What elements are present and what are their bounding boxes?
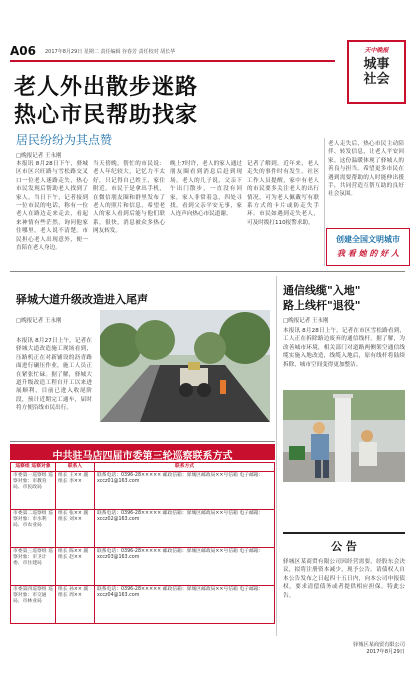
article3-headline-1: 通信线缆"入地" [283, 284, 361, 297]
sidebar-divider [324, 138, 325, 266]
article1-headline-1: 老人外出散步迷路 [14, 75, 199, 100]
announcement-box [283, 532, 405, 666]
table-row [11, 586, 275, 624]
table-cell-person: 组长 张×× 副组长 刘×× [56, 510, 95, 548]
table-cell-person: 组长 王×× 副组长 李×× [56, 472, 95, 510]
brand-name: 天中晚报 [364, 47, 389, 54]
table-cell-contact: 联系电话：0396-28××××× 邮政信箱：驿城区邮政局××号信箱 电子邮箱：xccz02@163.com [95, 510, 275, 548]
article1-subhead: 居民纷纷为其点赞 [16, 133, 113, 147]
date-line: 2017年8月29日 星期二 责任编辑 谷春芳 责任校对 胡长华 [45, 49, 176, 55]
slogan-line-2: 我 看 她 的 好 人 [337, 249, 399, 258]
utility-pole-photo [283, 390, 405, 482]
table-cell-team: 市委第二巡察组 巡察对象：市水利局、市农业局 [11, 510, 56, 548]
table-row [11, 510, 275, 548]
article1-headline-2: 热心市民帮助找家 [14, 103, 199, 128]
civilization-slogan [326, 228, 410, 266]
article2-headline: 驿城大道升级改造进入尾声 [16, 293, 148, 306]
table-cell-team: 市委第三巡察组 巡察对象：市卫计委、市住建局 [11, 548, 56, 586]
article-divider-1 [10, 271, 405, 272]
article-divider-2 [10, 441, 275, 442]
table-cell-contact: 联系电话：0396-28××××× 邮政信箱：驿城区邮政局××号信箱 电子邮箱：xccz03@163.com [95, 548, 275, 586]
table-cell-contact: 联系电话：0396-28××××× 邮政信箱：驿城区邮政局××号信箱 电子邮箱：xccz04@163.com [95, 586, 275, 624]
table-cell-team: 市委第四巡察组 巡察对象：市交通局、市林业局 [11, 586, 56, 624]
inspection-contact-banner [10, 444, 275, 460]
inspection-contact-title: 中共驻马店四届市委第三轮巡察联系方式 [52, 451, 233, 462]
article3-byline: □晚报记者 王永刚 [283, 318, 329, 324]
table-cell-person: 组长 陈×× 副组长 赵×× [56, 548, 95, 586]
brand-logo [347, 40, 406, 104]
table-cell-person: 组长 孙×× 副组长 周×× [56, 586, 95, 624]
table-header-row [11, 463, 275, 472]
article1-sidebar: 老人走失后，热心市民主动陪伴、转发信息，让老人平安回家。这份温暖体现了驿城人的善良与担当。希望更多市民在遇到需要帮助的人时能伸出援手，共同营造互帮互助的良好社会氛围。 [328, 141, 404, 198]
article1-col1: 本报讯 8月28日下午，驿城区市区兴旺路与雪松路交叉口一位老人迷路走失，热心市民发现后帮助老人找到了家人。当日下午，记者接到一位市民的电话，称有一位老人在路边走来走去，看起来神情有些茫然，询问他家住哪里，老人说不清楚。市民担心老人出现意外，便一直陪在老人身边。 [16, 161, 88, 252]
right-column-divider [276, 276, 277, 636]
table-row [11, 548, 275, 586]
article2-byline: □晚报记者 王永刚 [16, 318, 62, 324]
header-person: 联系人 [56, 463, 95, 472]
announcement-body: 驿城区某商贸有限公司因经营需要，经股东会决议，拟将注册资本减少，现予公告。请债权人自本公告发布之日起四十五日内，向本公司申报债权，要求清偿债务或者提供相应担保。特此公告。 [283, 559, 405, 599]
page-code: A06 [10, 44, 36, 58]
table-cell-contact: 联系电话：0396-28××××× 邮政信箱：驿城区邮政局××号信箱 电子邮箱：xccz01@163.com [95, 472, 275, 510]
masthead-rule [10, 60, 335, 62]
table-row [11, 472, 275, 510]
header-contact: 联系方式 [95, 463, 275, 472]
article3-headline-2: 路上线杆"退役" [283, 299, 361, 312]
road-construction-photo [100, 310, 270, 422]
article1-col3: 晚上7时许，老人的家人通过朋友圈看到消息后赶到现场。老人的儿子说，父亲下午出门散步，一直没有回家，家人非常着急，四处寻找。看到父亲平安无事，家人连声向热心市民道谢。 [170, 161, 242, 218]
table-cell-team: 市委第一巡察组 巡察对象：市教育局、市民政局 [11, 472, 56, 510]
article1-col4: 记者了解到，近年来，老人走失的事件时有发生。社区工作人员提醒，家中有老人的市民要多关注老人的出行情况，可为老人佩戴写有联系方式的卡片或防走失手环。市民如遇到走失老人，可及时拨打110报警求助。 [247, 161, 319, 226]
article1-col2: 当天傍晚，帮忙的市民说：老人年纪较大，记忆力不太好，只记得自己姓王，家住附近。市民于是拿出手机，在微信朋友圈和群里发布了老人的照片和信息，希望老人的家人看到后能与他们联系。很快，消息被众多热心网友转发。 [93, 161, 165, 235]
announcement-date: 2017年8月29日 [366, 649, 405, 655]
inspection-contact-table [10, 462, 275, 624]
article3-body: 本报讯 8月28日上午，记者在市区雪松路看到，工人正在拆除路边废弃的通信线杆。据了解，为改善城市环境，相关部门对道路两侧架空通信线缆实施入地改造，线缆入地后，原有线杆将陆续拆除，城市空间变得更加整洁。 [283, 328, 405, 368]
article1-byline: □晚报记者 王永刚 [16, 153, 62, 159]
announcement-signer: 驿城区某商贸有限公司 [353, 642, 405, 648]
slogan-line-1: 创建全国文明城市 [336, 235, 400, 244]
header-team: 巡察组 巡察对象 [11, 463, 56, 472]
section-title: 城事 社会 [363, 57, 390, 87]
announcement-title: 公 告 [331, 540, 357, 553]
article2-body: 本报讯 8月27日上午，记者在驿城大道改造施工现场看到，压路机正在对新铺设的沥青路面进行碾压作业，施工人员正在紧张忙碌。据了解，驿城大道升级改造工程自开工以来进展顺利，目前已进入收尾阶段，预计近期完工通车，届时将方便沿线市民出行。 [16, 338, 92, 412]
